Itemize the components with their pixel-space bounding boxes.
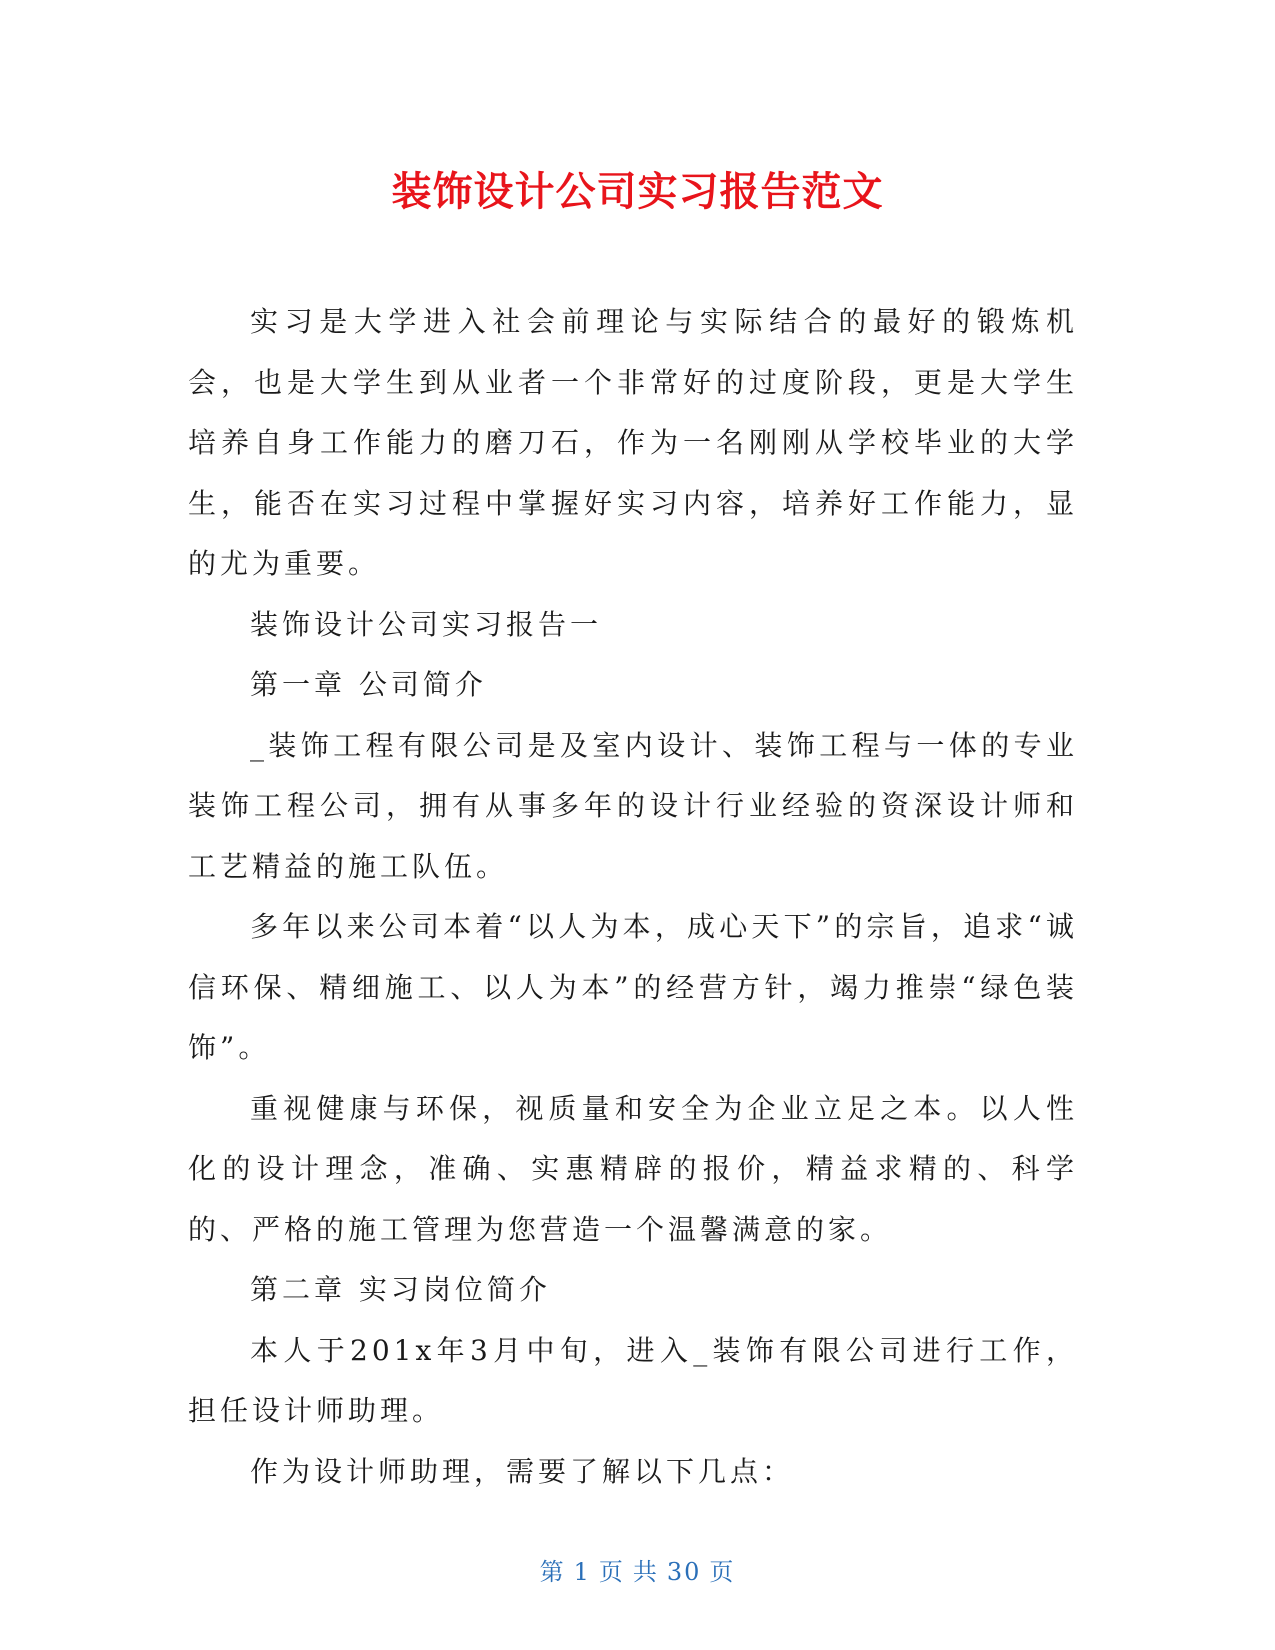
paragraph-company-values: 重视健康与环保，视质量和安全为企业立足之本。以人性化的设计理念，准确、实惠精辟的报价，精益求精的、科学的、严格的施工管理为您营造一个温馨满意的家。 xyxy=(188,1091,1078,1246)
footer-total-pages: 30 xyxy=(666,1558,702,1586)
paragraph-intro: 实习是大学进入社会前理论与实际结合的最好的锻炼机会，也是大学生到从业者一个非常好的过度阶段，更是大学生培养自身工作能力的磨刀石，作为一名刚刚从学校毕业的大学生，能否在实习过程中掌握好实习内容，培养好工作能力，显的尤为重要。 xyxy=(188,305,1078,580)
chapter-heading-company-intro: 第一章 公司简介 xyxy=(250,668,487,701)
page-footer xyxy=(0,1552,1275,1587)
paragraph-position-start: 本人于201x年3月中旬，进入_装饰有限公司进行工作，担任设计师助理。 xyxy=(188,1333,1078,1427)
footer-total-label: 共 xyxy=(632,1558,659,1586)
footer-prefix: 第 xyxy=(539,1558,566,1586)
chapter-heading-position-intro: 第二章 实习岗位简介 xyxy=(250,1273,551,1306)
paragraph-company-description: _装饰工程有限公司是及室内设计、装饰工程与一体的专业装饰工程公司，拥有从事多年的设计行业经验的资深设计师和工艺精益的施工队伍。 xyxy=(188,728,1078,883)
footer-suffix: 页 xyxy=(709,1558,736,1586)
footer-current-page: 1 xyxy=(573,1558,591,1586)
paragraph-company-philosophy: 多年以来公司本着“以人为本，成心天下”的宗旨，追求“诚信环保、精细施工、以人为本”的经营方针，竭力推崇“绿色装饰”。 xyxy=(188,910,1078,1064)
footer-page-label: 页 xyxy=(598,1558,625,1586)
paragraph-assistant-points: 作为设计师助理，需要了解以下几点： xyxy=(250,1454,795,1488)
section-heading-report-one: 装饰设计公司实习报告一 xyxy=(250,607,603,641)
document-title: 装饰设计公司实习报告范文 xyxy=(391,169,884,215)
document-body xyxy=(188,292,1078,1502)
